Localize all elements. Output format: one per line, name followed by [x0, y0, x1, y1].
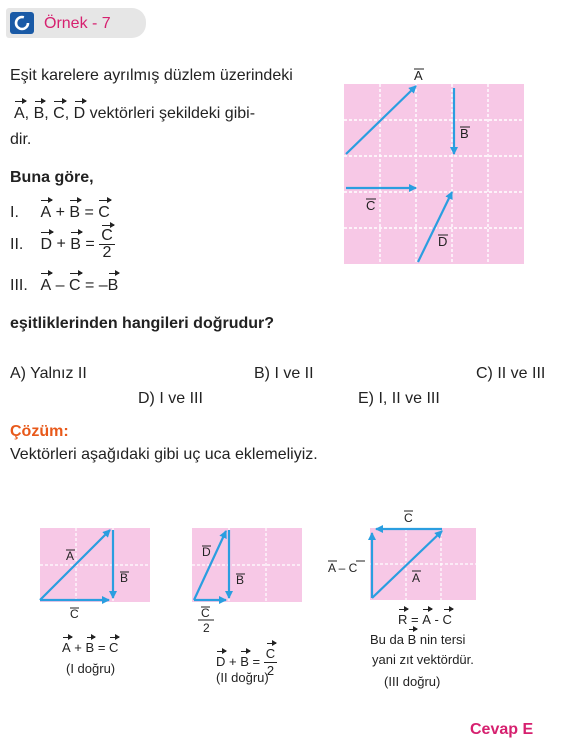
svg-text:C: C	[70, 607, 79, 620]
intro-line2: A, B, C, D vektörleri şekildeki gibi-	[14, 105, 256, 122]
example-header	[6, 8, 146, 38]
solution-text: Vektörleri aşağıdaki gibi uç uca eklemeliyiz.	[10, 446, 318, 463]
intro-line3: dir.	[10, 131, 32, 148]
fig2-note: (II doğru)	[216, 670, 269, 685]
svg-text:C: C	[201, 606, 210, 620]
label-c: C	[366, 198, 376, 213]
fig3-note: (III doğru)	[384, 674, 441, 689]
intro-line2-rest: vektörleri şekildeki gibi-	[89, 105, 256, 122]
fig2-equation: D + B = $\frac{C}{2}$	[216, 646, 276, 678]
item-1: I. A + B = C	[10, 204, 110, 221]
svg-text:D: D	[202, 545, 211, 559]
label-b: B	[460, 126, 469, 141]
fig1-note: (I doğru)	[66, 661, 116, 676]
svg-text:2: 2	[203, 621, 210, 635]
item-2: II. D + B = $\frac{C}{2}$	[10, 227, 113, 261]
label-d: D	[438, 234, 448, 249]
fig3-line2: Bu da B nin tersi	[370, 632, 466, 647]
item-3: III. A – C = –B	[10, 277, 119, 294]
fig3-line3: yani zıt vektördür.	[372, 652, 474, 667]
svg-text:C: C	[404, 511, 413, 525]
label-a: A	[414, 68, 423, 83]
svg-text:A – C: A – C	[328, 561, 358, 575]
solution-figure-2	[186, 520, 306, 640]
option-b: B) I ve II	[254, 365, 314, 382]
vec-d: D	[73, 105, 86, 122]
solution-figure-3	[326, 500, 486, 610]
header-label: Örnek - 7	[44, 15, 111, 32]
intro-line1: Eşit karelere ayrılmış düzlem üzerindeki	[10, 67, 293, 84]
option-c: C) II ve III	[476, 365, 546, 382]
vec-b: B	[33, 105, 45, 122]
fig1-equation: A + B = C	[62, 640, 119, 655]
solution-title: Çözüm:	[10, 423, 69, 440]
refresh-circle-icon	[10, 12, 34, 34]
header-icon	[10, 12, 34, 34]
ask: eşitliklerinden hangileri doğrudur?	[10, 315, 275, 332]
svg-text:B: B	[120, 571, 129, 585]
svg-text:A: A	[66, 549, 75, 563]
vec-a: A	[14, 105, 25, 122]
option-e: E) I, II ve III	[358, 390, 440, 407]
prompt: Buna göre,	[10, 169, 94, 186]
vec-c: C	[53, 105, 65, 122]
fig3-equation: R = A - C	[398, 612, 452, 627]
solution-figure-1	[36, 520, 156, 620]
answer: Cevap E	[470, 721, 534, 738]
vector-grid-figure	[334, 66, 534, 266]
option-a: A) Yalnız II	[10, 365, 87, 382]
option-d: D) I ve III	[138, 390, 203, 407]
svg-text:B: B	[236, 573, 245, 587]
svg-text:A: A	[412, 571, 421, 585]
